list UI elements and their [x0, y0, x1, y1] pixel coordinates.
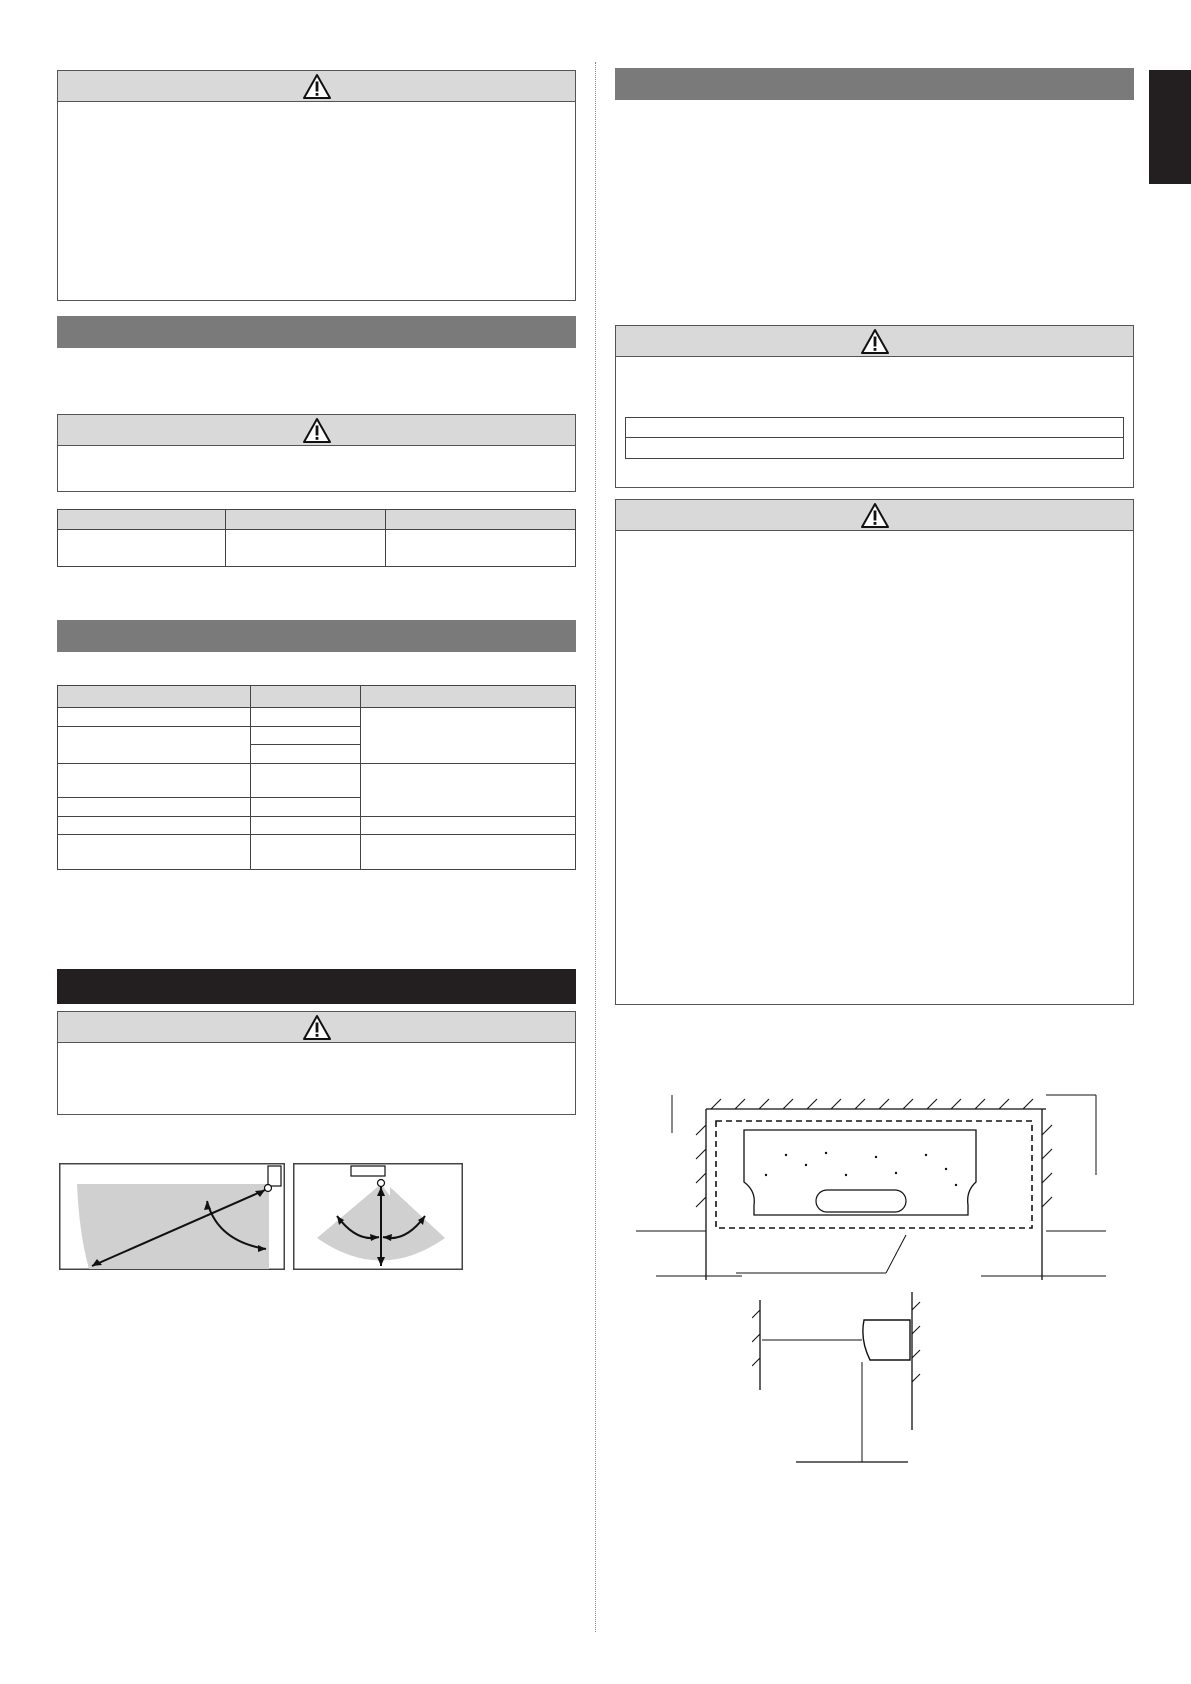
language-side-tab — [1149, 70, 1191, 184]
warning-header — [58, 1012, 575, 1043]
warning-box-1 — [57, 70, 576, 301]
table-row — [58, 764, 576, 798]
table-row — [58, 530, 576, 567]
table-row — [626, 418, 1124, 438]
warning-box-5 — [615, 499, 1134, 1005]
table-row — [58, 835, 576, 870]
table-a — [57, 509, 576, 566]
warning-header — [58, 71, 575, 102]
table-row — [58, 817, 576, 835]
table-b — [57, 685, 576, 869]
section-bar-1 — [57, 316, 576, 348]
warning-box-4 — [615, 325, 1134, 488]
warning-box-2 — [57, 414, 576, 492]
sensor-side-view-diagram — [59, 1163, 285, 1270]
section-bar-right — [615, 68, 1134, 100]
warning-triangle-icon — [302, 417, 332, 444]
warning-triangle-icon — [860, 502, 890, 529]
warning-header — [616, 500, 1133, 531]
sensor-top-view-diagram — [293, 1163, 463, 1270]
table-row — [58, 708, 576, 727]
warning-triangle-icon — [860, 328, 890, 355]
installation-front-view-diagram — [636, 1085, 1106, 1285]
column-divider — [595, 62, 596, 1632]
inner-table — [625, 417, 1124, 458]
section-bar-2 — [57, 620, 576, 652]
table-row — [626, 438, 1124, 459]
warning-triangle-icon — [302, 1014, 332, 1041]
warning-box-3 — [57, 1011, 576, 1115]
warning-header — [616, 326, 1133, 357]
installation-side-view-diagram — [752, 1290, 932, 1480]
table-row — [58, 686, 576, 708]
section-bar-black — [57, 969, 576, 1004]
warning-header — [58, 415, 575, 446]
warning-triangle-icon — [302, 73, 332, 100]
table-row — [58, 510, 576, 530]
